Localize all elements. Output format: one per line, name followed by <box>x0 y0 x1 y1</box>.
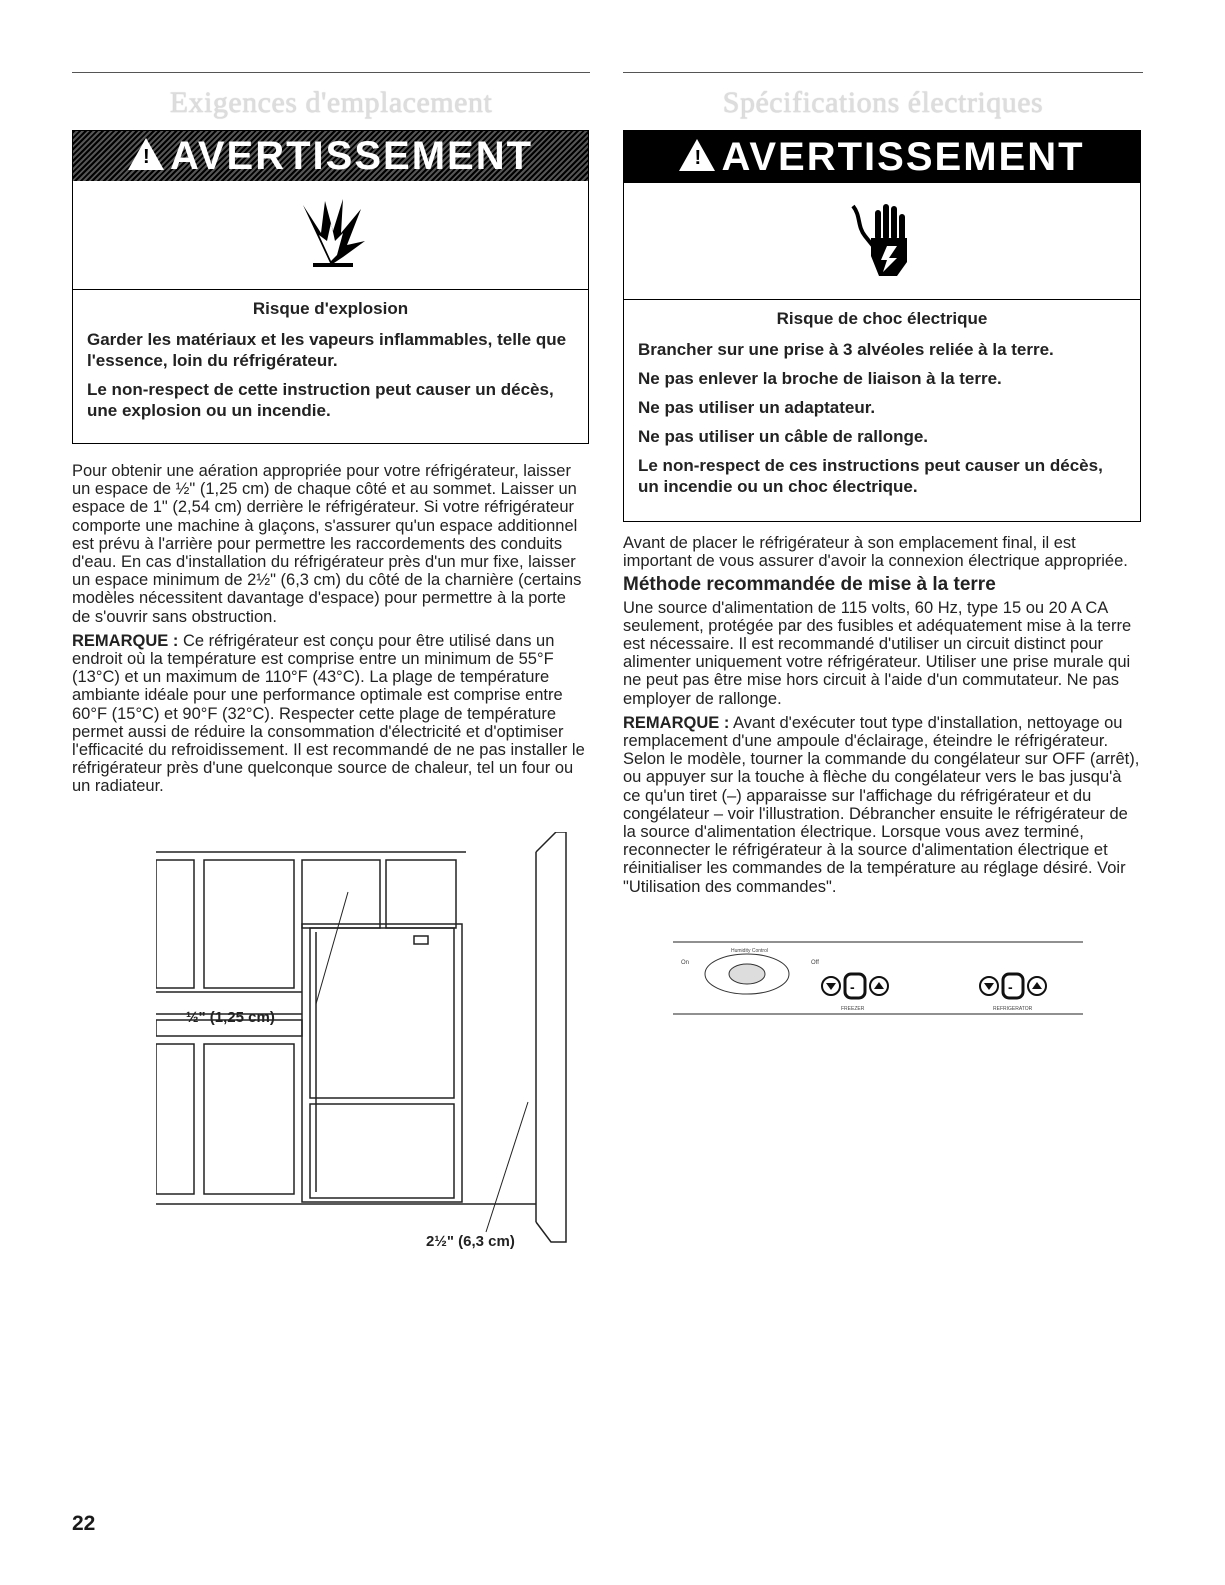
humidity-label: Humidity Control <box>731 948 768 954</box>
freezer-display <box>845 974 865 998</box>
note-text: Avant d'exécuter tout type d'installation, nettoyage ou remplacement d'une ampoule d'éclairage, éteindre le réfrigérateur. Selon le modèle, tourner la commande du congélateur sur OFF (arrêt), ou appuyer sur la touche à flèche du congélateur vers le bas jusqu'à ce qu'un tiret (–) apparaisse sur l'affichage du réfrigérateur et du congélateur – voir l'illustration. Débrancher ensuite le réfrigérateur de la source d'alimentation électrique. Lorsque vous avez terminé, reconnecter le réfrigérateur à la source d'alimentation électrique et réinitialiser les commandes de la température au réglage désiré. Voir "Utilisation des commandes". <box>623 713 1140 896</box>
section-title: Exigences d'emplacement <box>169 86 493 119</box>
humidity-slider-icon <box>729 964 765 984</box>
warning-header-label: AVERTISSEMENT <box>721 134 1085 179</box>
warning-header-label: AVERTISSEMENT <box>169 133 534 178</box>
explosion-warning-box <box>72 130 589 444</box>
warning-text <box>73 290 588 437</box>
off-label: Off <box>811 960 819 966</box>
warning-line: Le non-respect de ces instructions peut causer un décès, un incendie ou un choc électrique. <box>638 456 1103 496</box>
control-panel-illustration <box>673 940 1093 1024</box>
electric-shock-icon <box>847 196 917 286</box>
warning-line: Ne pas utiliser un câble de rallonge. <box>638 427 929 446</box>
section-title: Spécifications électriques <box>722 86 1044 119</box>
warning-triangle-icon: ! <box>128 138 164 170</box>
warning-line: Ne pas utiliser un adaptateur. <box>638 398 876 417</box>
refrigerator-dash: - <box>1008 979 1013 995</box>
on-label: On <box>681 960 690 966</box>
clearance-label-top: ½" (1,25 cm) <box>186 1009 275 1026</box>
grounding-subhead: Méthode recommandée de mise à la terre <box>623 574 996 596</box>
note-paragraph <box>72 632 587 796</box>
paragraph: Pour obtenir une aération appropriée pour votre réfrigérateur, laisser un espace de ½" (1,25 cm) de chaque côté et au sommet. Laisser un espace de 1" (2,54 cm) derrière le réfrigérateur. Si votre réfrigérateur comporte une machine à glaçons, s'assurer qu'un espace additionnel est prévu à l'arrière pour permettre les raccordements des conduits d'eau. En cas d'installation du réfrigérateur près d'un mur fixe, laisser un espace minimum de 2½" (6,3 cm) du côté de la charnière (certains modèles nécessitent davantage d'espace) pour permettre à la porte de s'ouvrir sans obstruction. <box>72 462 582 626</box>
refrigerator-label: REFRIGERATOR <box>993 1006 1033 1012</box>
warning-header <box>73 131 588 181</box>
location-text <box>72 462 587 802</box>
clearance-label-bottom: 2½" (6,3 cm) <box>426 1233 515 1250</box>
warning-line: Le non-respect de cette instruction peut causer un décès, une explosion ou un incendie. <box>87 380 554 420</box>
freezer-controls <box>822 974 888 1012</box>
shock-icon-area <box>624 183 1140 300</box>
warning-header <box>624 131 1140 183</box>
explosion-icon <box>291 195 371 275</box>
refrigerator-controls <box>980 974 1046 1012</box>
note-label: REMARQUE : <box>623 713 730 732</box>
freezer-dash: - <box>850 979 855 995</box>
divider <box>623 72 1143 73</box>
electrical-text <box>623 534 1141 902</box>
warning-line: Garder les matériaux et les vapeurs inflammables, telle que l'essence, loin du réfrigérateur. <box>87 330 567 370</box>
page-number: 22 <box>72 1512 96 1535</box>
refrigerator-display <box>1003 974 1023 998</box>
warning-text <box>624 300 1140 513</box>
warning-triangle-icon: ! <box>679 139 715 171</box>
divider <box>72 72 590 73</box>
explosion-icon-area <box>73 181 588 290</box>
paragraph: Avant de placer le réfrigérateur à son emplacement final, il est important de vous assurer d'avoir la connexion électrique appropriée. <box>623 534 1128 571</box>
warning-title: Risque d'explosion <box>252 299 409 318</box>
paragraph: Une source d'alimentation de 115 volts, 60 Hz, type 15 ou 20 A CA seulement, protégée par des fusibles et adéquatement mise à la terre est nécessaire. Il est recommandé d'utiliser un circuit distinct pour alimenter uniquement votre réfrigérateur. Utiliser une prise murale qui ne peut pas être mise hors circuit à l'aide d'un commutateur. Ne pas employer de rallonge. <box>623 598 1132 708</box>
note-paragraph <box>623 714 1141 896</box>
electric-warning-box <box>623 130 1141 522</box>
warning-line: Brancher sur une prise à 3 alvéoles reliée à la terre. <box>638 340 1054 359</box>
freezer-label: FREEZER <box>841 1006 865 1012</box>
note-label: REMARQUE : <box>72 631 179 650</box>
clearance-illustration <box>156 832 586 1252</box>
note-text: Ce réfrigérateur est conçu pour être utilisé dans un endroit où la température est comprise entre un minimum de 55°F (13°C) et un maximum de 110°F (43°C). La plage de température ambiante idéale pour une performance optimale est comprise entre 60°F (15°C) et 90°F (32°C). Respecter cette plage de température permet aussi de réduire la consommation d'électricité et d'optimiser l'efficacité du refroidissement. Il est recommandé de ne pas installer le réfrigérateur près d'une quelconque source de chaleur, tel un four ou un radiateur. <box>72 631 585 796</box>
warning-line: Ne pas enlever la broche de liaison à la terre. <box>638 369 1002 388</box>
warning-title: Risque de choc électrique <box>776 309 988 328</box>
